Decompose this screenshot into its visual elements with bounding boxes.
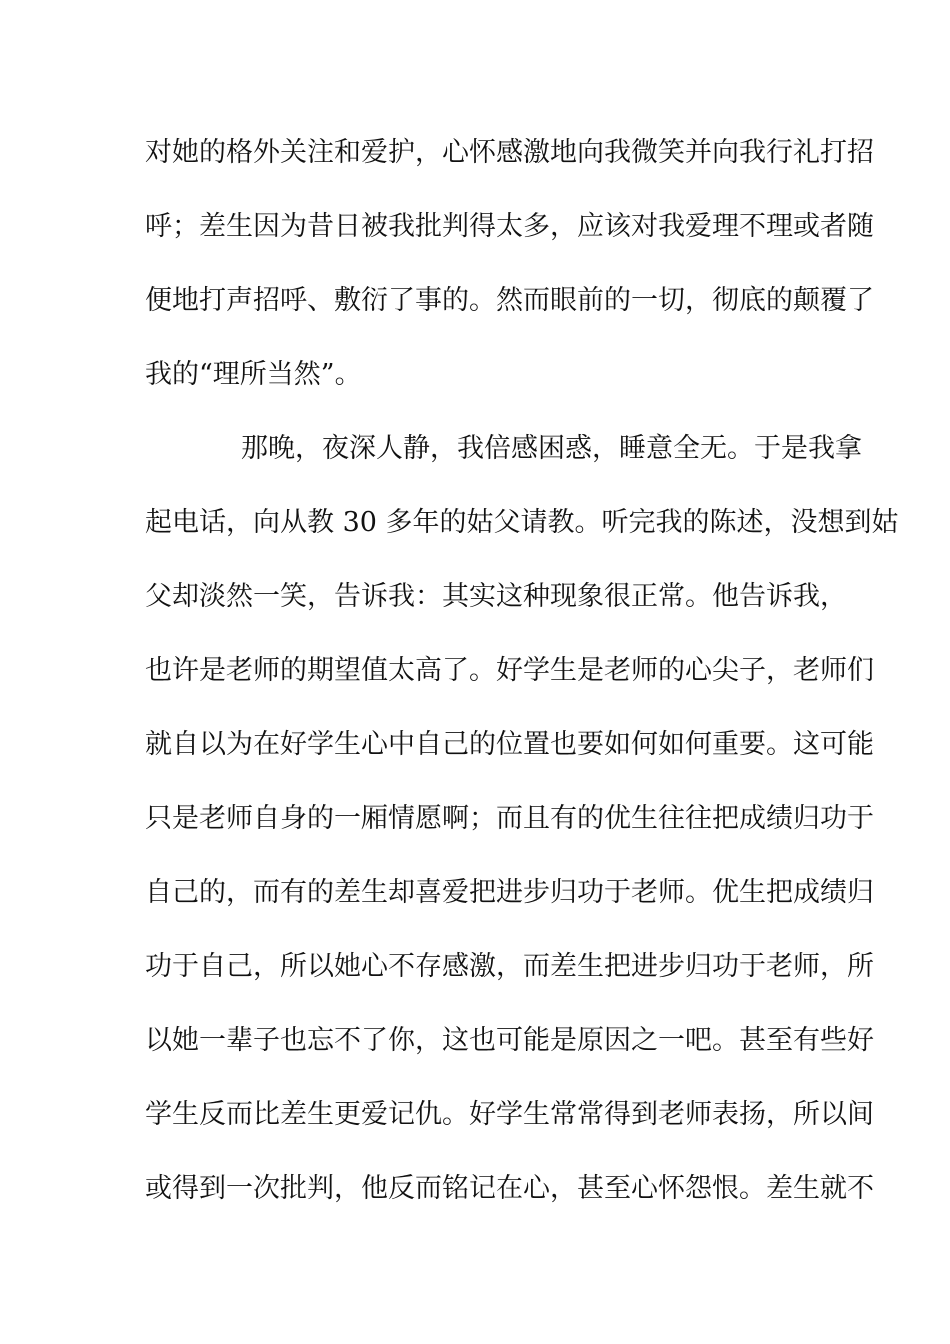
text-line: 对她的格外关注和爱护，心怀感激地向我微笑并向我行礼打招 — [145, 137, 874, 168]
text-line: 或得到一次批判，他反而铭记在心，甚至心怀怨恨。差生就不 — [145, 1173, 874, 1204]
text-line: 功于自己，所以她心不存感激，而差生把进步归功于老师，所 — [145, 951, 874, 982]
body-text — [145, 130, 899, 1240]
text-line: 父却淡然一笑，告诉我：其实这种现象很正常。他告诉我， — [145, 581, 847, 612]
text-line-paragraph-start: 那晚，夜深人静，我倍感困惑，睡意全无。于是我拿 — [241, 433, 862, 464]
text-line: 我的“理所当然”。 — [145, 359, 362, 390]
text-line: 便地打声招呼、敷衍了事的。然而眼前的一切，彻底的颠覆了 — [145, 285, 874, 316]
text-line: 就自以为在好学生心中自己的位置也要如何如何重要。这可能 — [145, 729, 874, 760]
text-line: 呼；差生因为昔日被我批判得太多，应该对我爱理不理或者随 — [145, 211, 874, 242]
text-line: 也许是老师的期望值太高了。好学生是老师的心尖子，老师们 — [145, 655, 874, 686]
text-line: 只是老师自身的一厢情愿啊；而且有的优生往往把成绩归功于 — [145, 803, 874, 834]
text-line: 学生反而比差生更爱记仇。好学生常常得到老师表扬，所以间 — [145, 1099, 874, 1130]
text-line: 自己的，而有的差生却喜爱把进步归功于老师。优生把成绩归 — [145, 877, 874, 908]
text-line: 起电话，向从教 30 多年的姑父请教。听完我的陈述，没想到姑 — [145, 507, 899, 538]
text-line: 以她一辈子也忘不了你，这也可能是原因之一吧。甚至有些好 — [145, 1025, 874, 1056]
